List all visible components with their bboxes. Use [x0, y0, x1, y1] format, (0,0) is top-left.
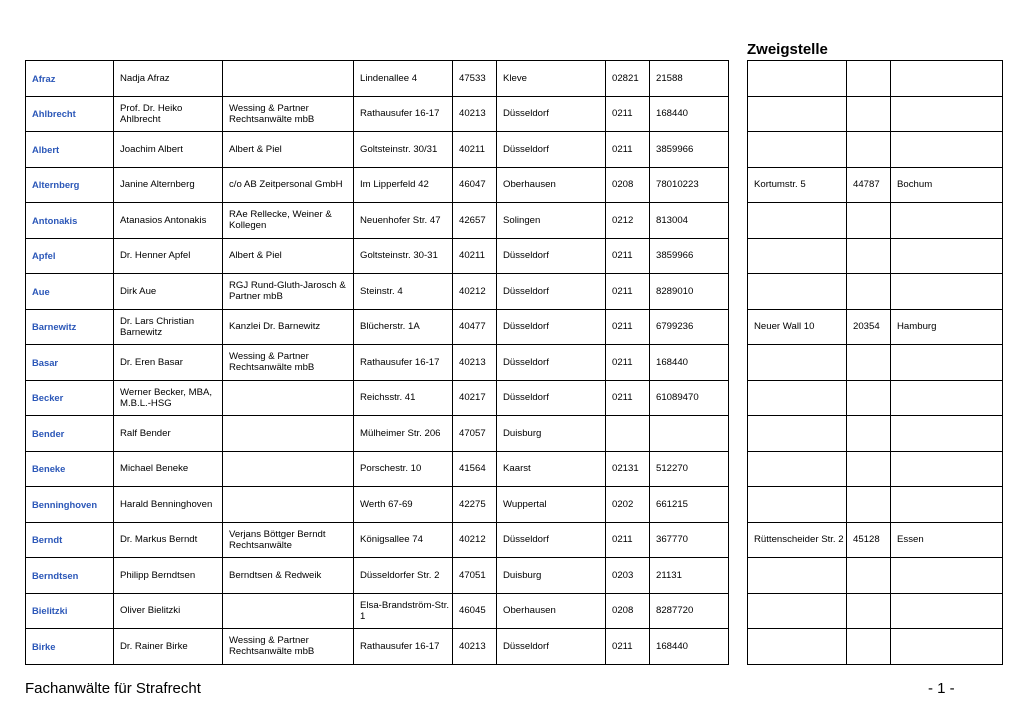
- firm-cell: [223, 61, 354, 97]
- full-name-cell: Dr. Henner Apfel: [114, 238, 223, 274]
- firm-cell: Albert & Piel: [223, 132, 354, 168]
- zip-cell: 40213: [453, 629, 497, 665]
- table-row: [26, 380, 729, 416]
- phone-cell: 78010223: [650, 167, 729, 203]
- phone-cell: 6799236: [650, 309, 729, 345]
- full-name-cell: Joachim Albert: [114, 132, 223, 168]
- full-name-cell: Atanasios Antonakis: [114, 203, 223, 239]
- full-name-cell: Dr. Eren Basar: [114, 345, 223, 381]
- last-name-cell: Berndtsen: [26, 558, 114, 594]
- zip-cell: 40213: [453, 345, 497, 381]
- last-name-cell: Apfel: [26, 238, 114, 274]
- phone-cell: [650, 416, 729, 452]
- firm-cell: Kanzlei Dr. Barnewitz: [223, 309, 354, 345]
- last-name-cell: Birke: [26, 629, 114, 665]
- city-cell: Solingen: [497, 203, 606, 239]
- area-code-cell: 0211: [606, 380, 650, 416]
- street-cell: Rathausufer 16-17: [354, 96, 453, 132]
- lawyer-table: [25, 60, 729, 665]
- branch-zip-cell: [847, 416, 891, 452]
- full-name-cell: Dr. Rainer Birke: [114, 629, 223, 665]
- zip-cell: 47533: [453, 61, 497, 97]
- branch-city-cell: [891, 487, 1003, 523]
- table-row: [26, 629, 729, 665]
- street-cell: Werth 67-69: [354, 487, 453, 523]
- table-row: [26, 487, 729, 523]
- street-cell: Rathausufer 16-17: [354, 629, 453, 665]
- city-cell: Oberhausen: [497, 167, 606, 203]
- last-name-cell: Alternberg: [26, 167, 114, 203]
- area-code-cell: 0211: [606, 274, 650, 310]
- branch-row: [748, 522, 1003, 558]
- area-code-cell: 0203: [606, 558, 650, 594]
- table-row: [26, 309, 729, 345]
- full-name-cell: Dr. Markus Berndt: [114, 522, 223, 558]
- area-code-cell: 0208: [606, 167, 650, 203]
- branch-zip-cell: [847, 380, 891, 416]
- branch-zip-cell: 45128: [847, 522, 891, 558]
- street-cell: Im Lipperfeld 42: [354, 167, 453, 203]
- city-cell: Kaarst: [497, 451, 606, 487]
- firm-cell: [223, 416, 354, 452]
- branch-street-cell: [748, 451, 847, 487]
- city-cell: Düsseldorf: [497, 96, 606, 132]
- table-row: [26, 593, 729, 629]
- phone-cell: 512270: [650, 451, 729, 487]
- branch-row: [748, 345, 1003, 381]
- branch-street-cell: Rüttenscheider Str. 2: [748, 522, 847, 558]
- street-cell: Lindenallee 4: [354, 61, 453, 97]
- zip-cell: 42275: [453, 487, 497, 523]
- area-code-cell: 0208: [606, 593, 650, 629]
- branch-street-cell: [748, 61, 847, 97]
- branch-zip-cell: [847, 629, 891, 665]
- branch-city-cell: [891, 96, 1003, 132]
- branch-street-cell: [748, 487, 847, 523]
- street-cell: Königsallee 74: [354, 522, 453, 558]
- branch-city-cell: [891, 274, 1003, 310]
- branch-zip-cell: [847, 238, 891, 274]
- branch-table: [747, 60, 1003, 665]
- street-cell: Goltsteinstr. 30/31: [354, 132, 453, 168]
- phone-cell: 813004: [650, 203, 729, 239]
- branch-street-cell: [748, 593, 847, 629]
- last-name-cell: Becker: [26, 380, 114, 416]
- branch-city-cell: [891, 238, 1003, 274]
- city-cell: Düsseldorf: [497, 629, 606, 665]
- phone-cell: 367770: [650, 522, 729, 558]
- last-name-cell: Barnewitz: [26, 309, 114, 345]
- last-name-cell: Ahlbrecht: [26, 96, 114, 132]
- city-cell: Düsseldorf: [497, 522, 606, 558]
- last-name-cell: Benninghoven: [26, 487, 114, 523]
- branch-zip-cell: 20354: [847, 309, 891, 345]
- zip-cell: 42657: [453, 203, 497, 239]
- city-cell: Duisburg: [497, 416, 606, 452]
- zip-cell: 40477: [453, 309, 497, 345]
- full-name-cell: Dirk Aue: [114, 274, 223, 310]
- branch-row: [748, 132, 1003, 168]
- full-name-cell: Janine Alternberg: [114, 167, 223, 203]
- table-row: [26, 238, 729, 274]
- branch-zip-cell: [847, 345, 891, 381]
- last-name-cell: Antonakis: [26, 203, 114, 239]
- table-row: [26, 132, 729, 168]
- zip-cell: 41564: [453, 451, 497, 487]
- branch-city-cell: [891, 345, 1003, 381]
- branch-street-cell: [748, 380, 847, 416]
- branch-city-cell: [891, 380, 1003, 416]
- area-code-cell: 0211: [606, 345, 650, 381]
- branch-row: [748, 309, 1003, 345]
- page-number: - 1 -: [928, 680, 955, 697]
- last-name-cell: Albert: [26, 132, 114, 168]
- phone-cell: 3859966: [650, 132, 729, 168]
- full-name-cell: Prof. Dr. Heiko Ahlbrecht: [114, 96, 223, 132]
- branch-city-cell: [891, 132, 1003, 168]
- area-code-cell: 0202: [606, 487, 650, 523]
- city-cell: Düsseldorf: [497, 274, 606, 310]
- phone-cell: 61089470: [650, 380, 729, 416]
- zip-cell: 40212: [453, 522, 497, 558]
- table-row: [26, 61, 729, 97]
- branch-zip-cell: [847, 274, 891, 310]
- branch-row: [748, 380, 1003, 416]
- branch-zip-cell: [847, 451, 891, 487]
- last-name-cell: Bielitzki: [26, 593, 114, 629]
- phone-cell: 168440: [650, 629, 729, 665]
- phone-cell: 8287720: [650, 593, 729, 629]
- branch-row: [748, 487, 1003, 523]
- street-cell: Steinstr. 4: [354, 274, 453, 310]
- full-name-cell: Nadja Afraz: [114, 61, 223, 97]
- city-cell: Kleve: [497, 61, 606, 97]
- zip-cell: 40211: [453, 132, 497, 168]
- branch-heading: Zweigstelle: [747, 41, 828, 58]
- firm-cell: Wessing & Partner Rechtsanwälte mbB: [223, 96, 354, 132]
- branch-row: [748, 203, 1003, 239]
- full-name-cell: Dr. Lars Christian Barnewitz: [114, 309, 223, 345]
- street-cell: Neuenhofer Str. 47: [354, 203, 453, 239]
- last-name-cell: Afraz: [26, 61, 114, 97]
- branch-street-cell: [748, 132, 847, 168]
- firm-cell: [223, 451, 354, 487]
- firm-cell: Verjans Böttger Berndt Rechtsanwälte: [223, 522, 354, 558]
- branch-city-cell: [891, 451, 1003, 487]
- area-code-cell: 0211: [606, 238, 650, 274]
- city-cell: Düsseldorf: [497, 380, 606, 416]
- zip-cell: 40213: [453, 96, 497, 132]
- full-name-cell: Michael Beneke: [114, 451, 223, 487]
- zip-cell: 40212: [453, 274, 497, 310]
- branch-row: [748, 629, 1003, 665]
- table-row: [26, 451, 729, 487]
- branch-street-cell: [748, 629, 847, 665]
- branch-row: [748, 558, 1003, 594]
- table-row: [26, 522, 729, 558]
- street-cell: Goltsteinstr. 30-31: [354, 238, 453, 274]
- street-cell: Porschestr. 10: [354, 451, 453, 487]
- street-cell: Mülheimer Str. 206: [354, 416, 453, 452]
- zip-cell: 40217: [453, 380, 497, 416]
- phone-cell: 8289010: [650, 274, 729, 310]
- street-cell: Reichsstr. 41: [354, 380, 453, 416]
- branch-city-cell: [891, 593, 1003, 629]
- branch-street-cell: [748, 238, 847, 274]
- city-cell: Düsseldorf: [497, 309, 606, 345]
- phone-cell: 21588: [650, 61, 729, 97]
- area-code-cell: 0211: [606, 522, 650, 558]
- branch-zip-cell: [847, 487, 891, 523]
- table-row: [26, 345, 729, 381]
- firm-cell: [223, 380, 354, 416]
- zip-cell: 40211: [453, 238, 497, 274]
- branch-street-cell: [748, 416, 847, 452]
- last-name-cell: Aue: [26, 274, 114, 310]
- branch-city-cell: Essen: [891, 522, 1003, 558]
- branch-street-cell: [748, 274, 847, 310]
- branch-city-cell: [891, 61, 1003, 97]
- branch-street-cell: [748, 345, 847, 381]
- area-code-cell: 02131: [606, 451, 650, 487]
- last-name-cell: Beneke: [26, 451, 114, 487]
- area-code-cell: 0211: [606, 132, 650, 168]
- table-row: [26, 96, 729, 132]
- full-name-cell: Harald Benninghoven: [114, 487, 223, 523]
- branch-zip-cell: 44787: [847, 167, 891, 203]
- city-cell: Oberhausen: [497, 593, 606, 629]
- table-row: [26, 416, 729, 452]
- area-code-cell: 0212: [606, 203, 650, 239]
- phone-cell: 3859966: [650, 238, 729, 274]
- area-code-cell: 0211: [606, 309, 650, 345]
- street-cell: Düsseldorfer Str. 2: [354, 558, 453, 594]
- phone-cell: 168440: [650, 345, 729, 381]
- last-name-cell: Bender: [26, 416, 114, 452]
- full-name-cell: Werner Becker, MBA, M.B.L.-HSG: [114, 380, 223, 416]
- branch-street-cell: Neuer Wall 10: [748, 309, 847, 345]
- branch-row: [748, 167, 1003, 203]
- branch-row: [748, 274, 1003, 310]
- branch-row: [748, 593, 1003, 629]
- branch-city-cell: Hamburg: [891, 309, 1003, 345]
- branch-city-cell: [891, 629, 1003, 665]
- table-row: [26, 203, 729, 239]
- table-row: [26, 558, 729, 594]
- firm-cell: RAe Rellecke, Weiner & Kollegen: [223, 203, 354, 239]
- phone-cell: 21131: [650, 558, 729, 594]
- zip-cell: 47057: [453, 416, 497, 452]
- table-row: [26, 167, 729, 203]
- city-cell: Wuppertal: [497, 487, 606, 523]
- firm-cell: Wessing & Partner Rechtsanwälte mbB: [223, 629, 354, 665]
- branch-row: [748, 238, 1003, 274]
- street-cell: Elsa-Brandström-Str. 1: [354, 593, 453, 629]
- branch-row: [748, 61, 1003, 97]
- area-code-cell: 02821: [606, 61, 650, 97]
- city-cell: Düsseldorf: [497, 238, 606, 274]
- branch-row: [748, 96, 1003, 132]
- full-name-cell: Ralf Bender: [114, 416, 223, 452]
- area-code-cell: 0211: [606, 96, 650, 132]
- street-cell: Blücherstr. 1A: [354, 309, 453, 345]
- branch-zip-cell: [847, 593, 891, 629]
- branch-city-cell: Bochum: [891, 167, 1003, 203]
- full-name-cell: Philipp Berndtsen: [114, 558, 223, 594]
- branch-zip-cell: [847, 96, 891, 132]
- firm-cell: RGJ Rund-Gluth-Jarosch & Partner mbB: [223, 274, 354, 310]
- firm-cell: [223, 593, 354, 629]
- full-name-cell: Oliver Bielitzki: [114, 593, 223, 629]
- zip-cell: 47051: [453, 558, 497, 594]
- phone-cell: 661215: [650, 487, 729, 523]
- branch-zip-cell: [847, 203, 891, 239]
- footer-title: Fachanwälte für Strafrecht: [25, 680, 201, 697]
- branch-row: [748, 416, 1003, 452]
- phone-cell: 168440: [650, 96, 729, 132]
- city-cell: Düsseldorf: [497, 132, 606, 168]
- last-name-cell: Berndt: [26, 522, 114, 558]
- area-code-cell: 0211: [606, 629, 650, 665]
- firm-cell: Wessing & Partner Rechtsanwälte mbB: [223, 345, 354, 381]
- branch-street-cell: [748, 203, 847, 239]
- firm-cell: Berndtsen & Redweik: [223, 558, 354, 594]
- branch-zip-cell: [847, 132, 891, 168]
- zip-cell: 46045: [453, 593, 497, 629]
- city-cell: Duisburg: [497, 558, 606, 594]
- firm-cell: [223, 487, 354, 523]
- city-cell: Düsseldorf: [497, 345, 606, 381]
- street-cell: Rathausufer 16-17: [354, 345, 453, 381]
- branch-city-cell: [891, 203, 1003, 239]
- firm-cell: Albert & Piel: [223, 238, 354, 274]
- branch-street-cell: [748, 96, 847, 132]
- firm-cell: c/o AB Zeitpersonal GmbH: [223, 167, 354, 203]
- area-code-cell: [606, 416, 650, 452]
- last-name-cell: Basar: [26, 345, 114, 381]
- branch-city-cell: [891, 416, 1003, 452]
- branch-zip-cell: [847, 558, 891, 594]
- branch-street-cell: Kortumstr. 5: [748, 167, 847, 203]
- branch-zip-cell: [847, 61, 891, 97]
- table-row: [26, 274, 729, 310]
- branch-city-cell: [891, 558, 1003, 594]
- branch-row: [748, 451, 1003, 487]
- branch-street-cell: [748, 558, 847, 594]
- zip-cell: 46047: [453, 167, 497, 203]
